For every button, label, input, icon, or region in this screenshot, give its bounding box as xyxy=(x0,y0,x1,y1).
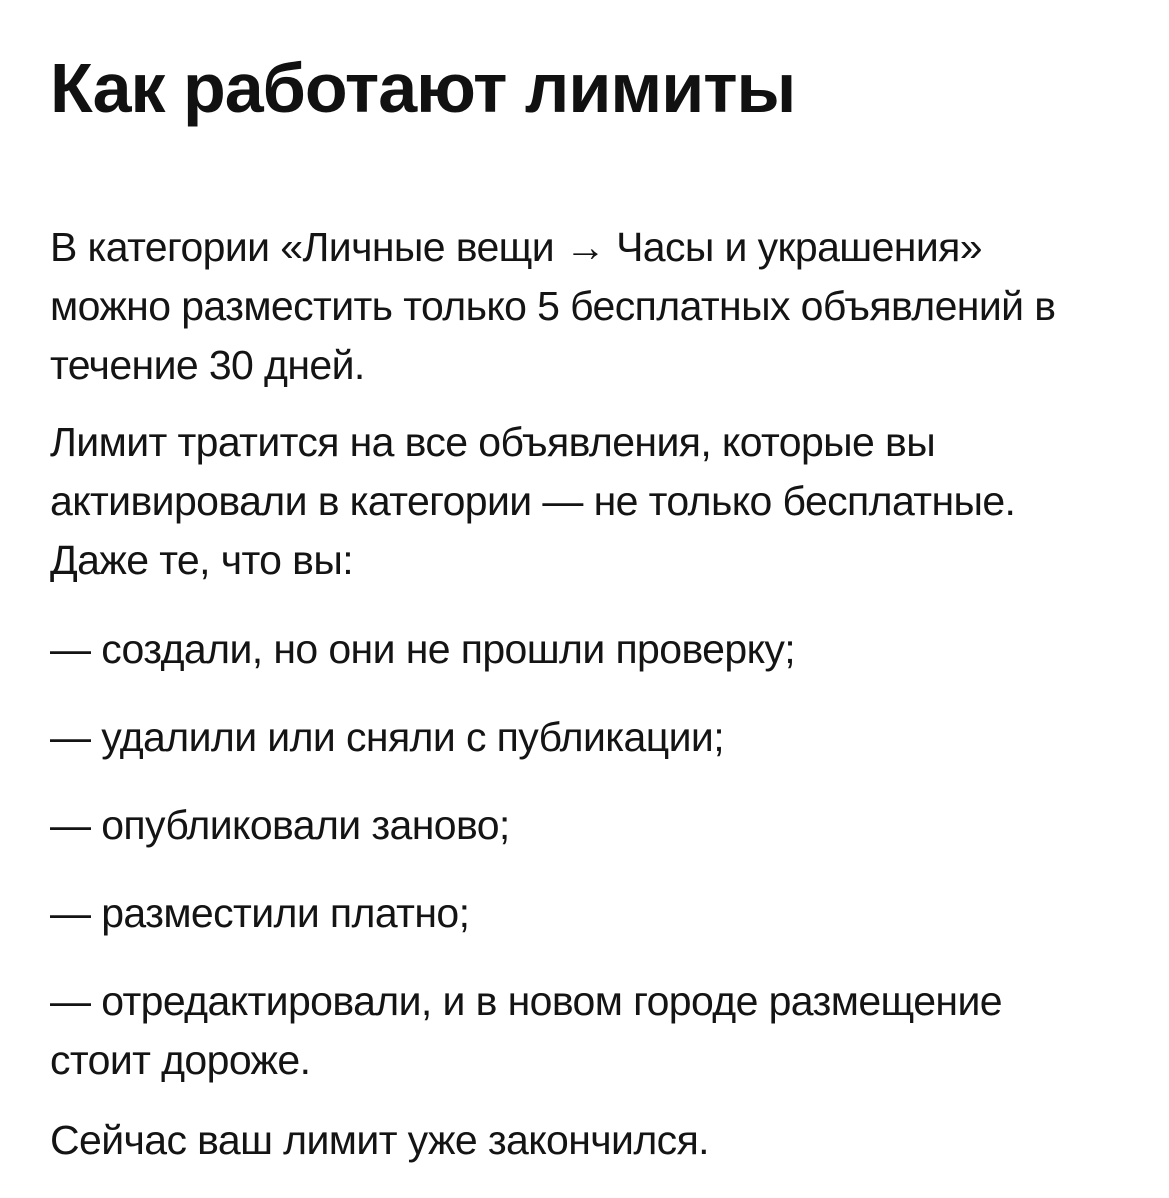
page-title: Как работают лимиты xyxy=(50,49,796,127)
limit-spending-paragraph: Лимит тратится на все объявления, которые вы активировали в категории — не только бесплатные. Даже те, что вы: xyxy=(50,419,1016,583)
limit-cases-list xyxy=(50,620,1109,1090)
intro-paragraph: В категории «Личные вещи → Часы и украшения» можно разместить только 5 бесплатных объявлений в течение 30 дней. xyxy=(50,224,1056,388)
limit-status-message: Сейчас ваш лимит уже закончился. xyxy=(50,1117,709,1163)
list-item: — удалили или сняли с публикации; xyxy=(50,714,725,760)
list-item: — опубликовали заново; xyxy=(50,802,510,848)
article-body xyxy=(50,218,1109,1170)
list-item: — отредактировали, и в новом городе размещение стоит дороже. xyxy=(50,978,1002,1083)
list-item: — разместили платно; xyxy=(50,890,470,936)
list-item: — создали, но они не прошли проверку; xyxy=(50,626,796,672)
